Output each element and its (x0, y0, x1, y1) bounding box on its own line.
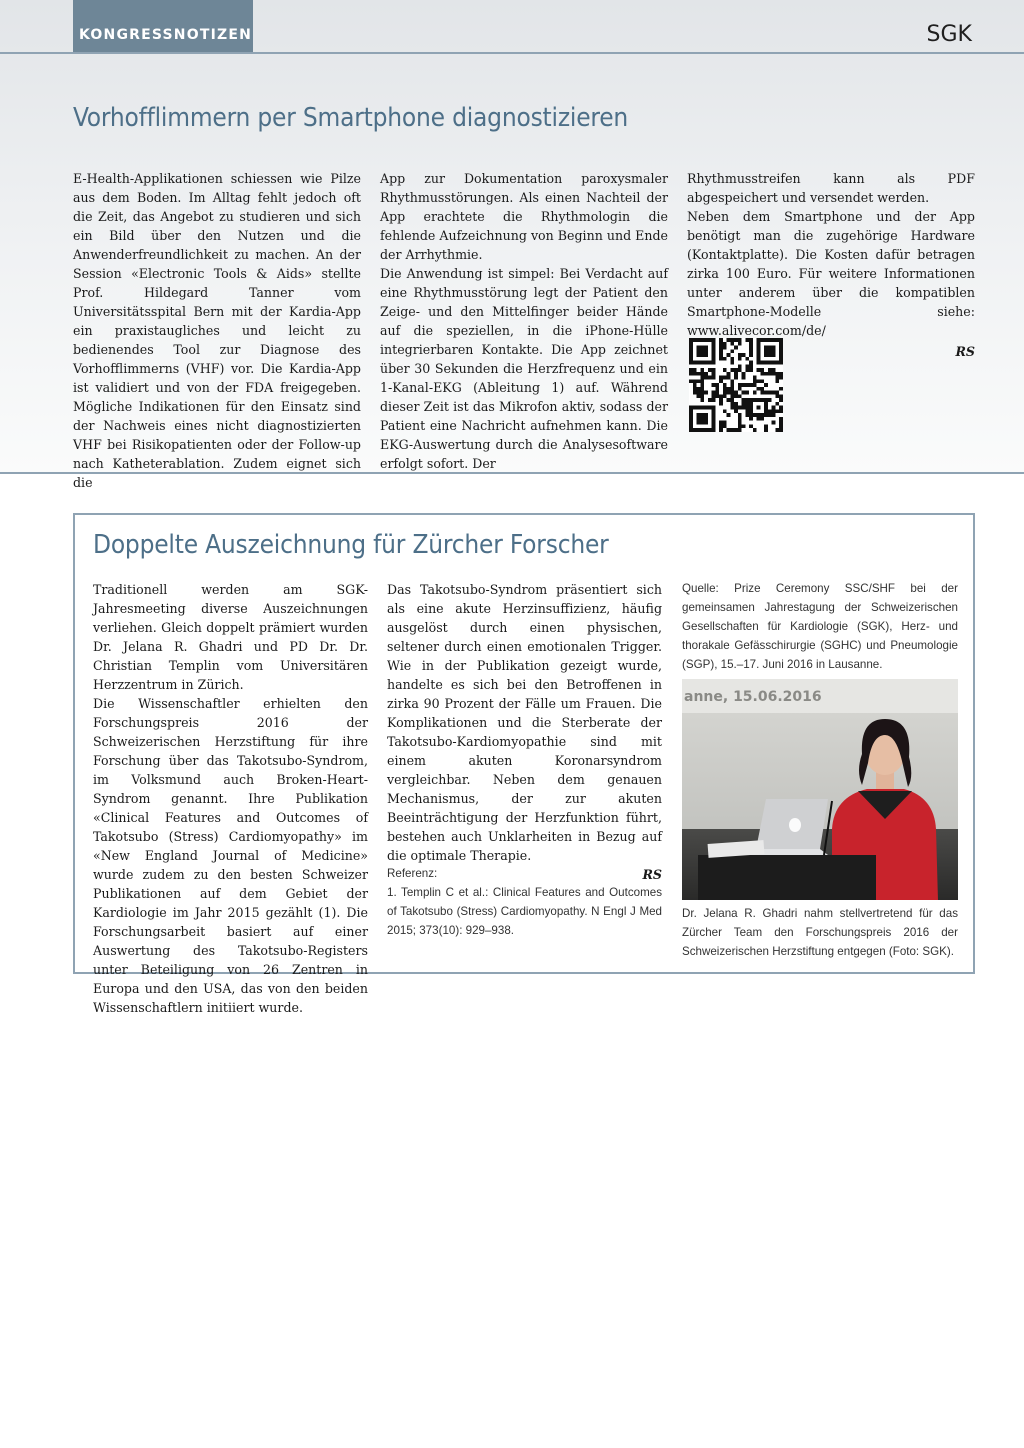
article2-column-1 (93, 580, 368, 1017)
article2-col1-para1: Traditionell werden am SGK-Jahresmeeting diverse Auszeichnungen verliehen. Gleich doppelt prämiert wurden Dr. Jelana R. Ghadri und PD Dr. Dr. Christian Templin vom Universitären Herzzentrum in Zürich. (93, 582, 368, 692)
award-photo (682, 679, 958, 900)
article2-col1-para2: Die Wissenschaftler erhielten den Forschungspreis 2016 der Schweizerischen Herzstiftung für ihre Forschung über das Takotsubo-Syndrom, im Volksmund auch Broken-Heart-Syndrom genannt. Ihre Publikation «Clinical Features and Outcomes of Takotsubo (Stress) Cardiomyopathy» im «New England Journal of Medicine» wurde zudem zu den besten Schweizer Publikationen auf dem Gebiet der Kardiologie im Jahr 2015 gezählt (1). Die Forschungsarbeit basiert auf einer Auswertung des Takotsubo-Registers unter Beteiligung von 26 Zentren in Europa und den USA, das von den beiden Wissenschaftlern initiiert wurde. (93, 696, 368, 1015)
photo-caption: Dr. Jelana R. Ghadri nahm stellvertretend für das Zürcher Team den Forschungspreis 2016 der Schweizerischen Herzstiftung entgegen (Foto: SGK). (682, 907, 958, 958)
article1-title: Vorhofflimmern per Smartphone diagnostizieren (73, 103, 629, 133)
brand-label: SGK (926, 22, 972, 47)
article1-col2-para2: Die Anwendung ist simpel: Bei Verdacht auf eine Rhythmusstörung legt der Patient den Zeige- und den Mittelfinger beider Hände auf die speziellen, in die iPhone-Hülle integrierbaren Kontakte. Die App zeichnet über 30 Sekunden die Herzfrequenz und ein 1-Kanal-EKG (Ableitung 1) auf. Während dieser Zeit ist das Mikrofon aktiv, sodass der Patient eine Nachricht aufnehmen kann. Die EKG-Auswertung durch die Analysesoftware erfolgt sofort. Der (380, 266, 668, 471)
article1-col3-para2: Neben dem Smartphone und der App benötigt man die zugehörige Hardware (Kontaktplatte). Die Kosten dafür betragen zirka 100 Euro. Für weitere Informationen unter anderem über die kompatiblen Smartphone-Modelle siehe: www.alivecor.com/de/ (687, 209, 975, 338)
article1-col1-text: E-Health-Applikationen schiessen wie Pilze aus dem Boden. Im Alltag fehlt jedoch oft die Zeit, das Angebot zu studieren und sich ein Bild über den Nutzen und die Anwenderfreundlichkeit zu machen. An der Session «Electronic Tools & Aids» stellte Prof. Hildegard Tanner vom Universitätsspital Bern mit der Kardia-App ein praxistaugliches und leicht zu bedienendes Tool zur Diagnose des Vorhofflimmerns (VHF) vor. Die Kardia-App ist validiert und von der FDA freigegeben. Mögliche Indikationen für den Einsatz sind der Nachweis eines nicht diagnostizierten VHF bei Risikopatienten oder der Follow-up nach Katheterablation. Zudem eignet sich die (73, 171, 361, 490)
article1-column-2 (380, 169, 668, 473)
section-label: KONGRESSNOTIZEN (73, 0, 253, 52)
article2-title: Doppelte Auszeichnung für Zürcher Forscher (93, 530, 609, 560)
reference-label: Referenz: (387, 867, 438, 880)
article2-column-2 (387, 580, 662, 884)
reference-block (387, 864, 662, 940)
article2-col2-text: Das Takotsubo-Syndrom präsentiert sich als eine akute Herzinsuffizienz, häufig ausgelöst durch einen physischen, seltener durch einen emotionalen Trigger. Wie in der Publikation gezeigt wurde, handelte es sich bei den Betroffenen in zirka 90 Prozent der Fälle um Frauen. Die Komplikationen und die Sterberate der Takotsubo-Kardiomyopathie sind mit einem akuten Koronarsyndrom vergleichbar. Neben dem genauen Mechanismus, der zur akuten Beeinträchtigung der Herzfunktion führt, bestehen auch Unklarheiten in Bezug auf die optimale Therapie. (387, 582, 662, 863)
article1-col3-para1: Rhythmusstreifen kann als PDF abgespeichert und versendet werden. (687, 171, 975, 205)
article1-col2-para1: App zur Dokumentation paroxysmaler Rhythmusstörungen. Als einen Nachteil der App erachtete die Rhythmologin die fehlende Aufzeichnung von Beginn und Ende der Arrhythmie. (380, 171, 668, 262)
reference-entry: 1. Templin C et al.: Clinical Features and Outcomes of Takotsubo (Stress) Cardiomyopathy. N Engl J Med 2015; 373(10): 929–938. (387, 886, 662, 937)
article1-signature: RS (955, 344, 975, 359)
photo-sign-text: anne, 15.06.2016 (684, 689, 822, 705)
article1-column-3 (687, 169, 975, 361)
qr-code-icon[interactable] (689, 338, 783, 432)
article2-signature: RS (642, 867, 662, 882)
award-photo-illustration (682, 679, 958, 900)
source-note: Quelle: Prize Ceremony SSC/SHF bei der gemeinsamen Jahrestagung der Schweizerischen Gesellschaften für Kardiologie (SGK), Herz- und thorakale Gefässchirurgie (SGHC) und Pneumologie (SGP), 15.–17. Juni 2016 in Lausanne. (682, 582, 958, 671)
header-rule (0, 52, 1024, 54)
article1-column-1 (73, 169, 361, 492)
